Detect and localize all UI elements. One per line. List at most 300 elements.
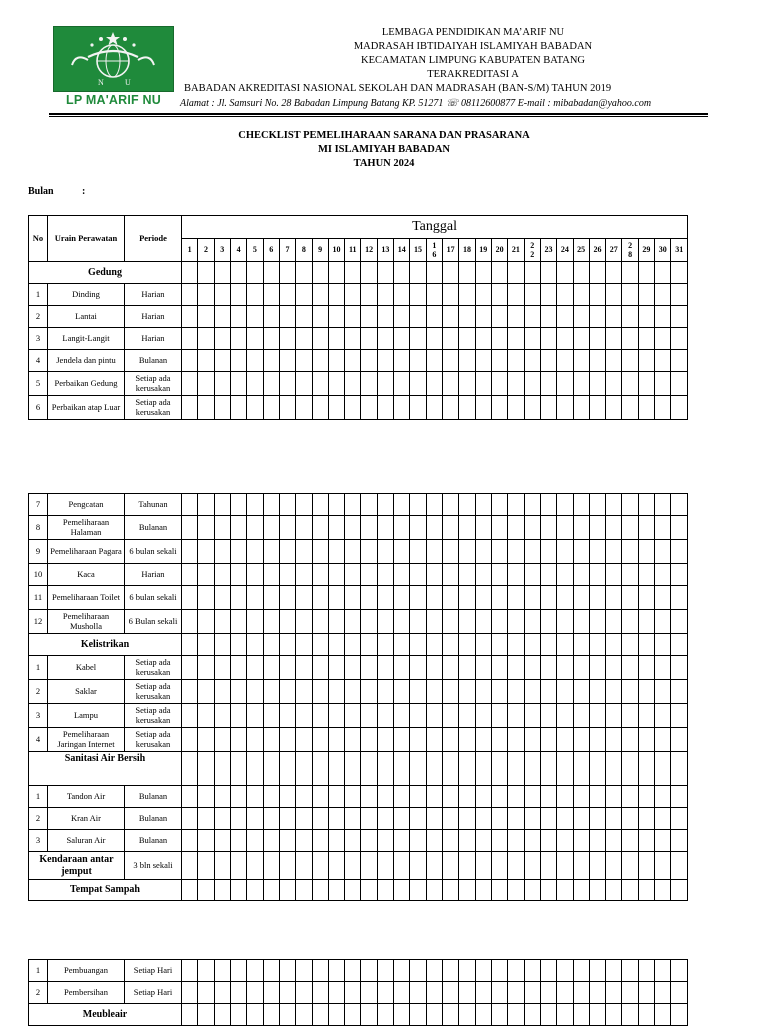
day-check-cell[interactable] (312, 494, 328, 516)
day-check-cell[interactable] (557, 752, 573, 786)
day-check-cell[interactable] (214, 350, 230, 372)
day-check-cell[interactable] (394, 728, 410, 752)
day-check-cell[interactable] (443, 680, 459, 704)
day-check-cell[interactable] (524, 350, 540, 372)
day-check-cell[interactable] (345, 396, 361, 420)
day-check-cell[interactable] (214, 880, 230, 901)
day-check-cell[interactable] (671, 728, 687, 752)
day-check-cell[interactable] (247, 960, 263, 982)
day-check-cell[interactable] (622, 752, 638, 786)
day-check-cell[interactable] (296, 728, 312, 752)
day-check-cell[interactable] (410, 1004, 426, 1026)
day-check-cell[interactable] (263, 852, 279, 880)
day-check-cell[interactable] (279, 494, 295, 516)
day-check-cell[interactable] (394, 960, 410, 982)
day-check-cell[interactable] (263, 494, 279, 516)
day-check-cell[interactable] (589, 880, 605, 901)
day-check-cell[interactable] (589, 680, 605, 704)
day-check-cell[interactable] (230, 656, 246, 680)
day-check-cell[interactable] (606, 284, 622, 306)
day-check-cell[interactable] (557, 350, 573, 372)
day-check-cell[interactable] (312, 752, 328, 786)
day-check-cell[interactable] (622, 350, 638, 372)
day-check-cell[interactable] (345, 752, 361, 786)
day-check-cell[interactable] (328, 372, 344, 396)
day-check-cell[interactable] (459, 350, 475, 372)
day-check-cell[interactable] (394, 880, 410, 901)
day-check-cell[interactable] (394, 656, 410, 680)
day-check-cell[interactable] (557, 328, 573, 350)
day-check-cell[interactable] (671, 284, 688, 306)
day-check-cell[interactable] (361, 680, 377, 704)
day-check-cell[interactable] (214, 704, 230, 728)
day-check-cell[interactable] (296, 610, 312, 634)
day-check-cell[interactable] (312, 262, 328, 284)
day-check-cell[interactable] (475, 786, 491, 808)
day-check-cell[interactable] (279, 564, 295, 586)
day-check-cell[interactable] (182, 830, 198, 852)
day-check-cell[interactable] (508, 610, 524, 634)
day-check-cell[interactable] (279, 680, 295, 704)
day-check-cell[interactable] (557, 1004, 573, 1026)
day-check-cell[interactable] (655, 830, 671, 852)
day-check-cell[interactable] (377, 610, 393, 634)
day-check-cell[interactable] (589, 960, 605, 982)
day-check-cell[interactable] (671, 350, 688, 372)
day-check-cell[interactable] (345, 306, 361, 328)
day-check-cell[interactable] (491, 982, 507, 1004)
day-check-cell[interactable] (361, 350, 377, 372)
day-check-cell[interactable] (345, 564, 361, 586)
day-check-cell[interactable] (622, 564, 638, 586)
day-check-cell[interactable] (557, 728, 573, 752)
day-check-cell[interactable] (394, 808, 410, 830)
day-check-cell[interactable] (312, 830, 328, 852)
day-check-cell[interactable] (410, 494, 426, 516)
day-check-cell[interactable] (426, 880, 442, 901)
day-check-cell[interactable] (508, 704, 524, 728)
day-check-cell[interactable] (410, 752, 426, 786)
day-check-cell[interactable] (540, 306, 556, 328)
day-check-cell[interactable] (589, 830, 605, 852)
day-check-cell[interactable] (540, 1004, 556, 1026)
day-check-cell[interactable] (622, 284, 638, 306)
day-check-cell[interactable] (410, 306, 426, 328)
day-check-cell[interactable] (589, 656, 605, 680)
day-check-cell[interactable] (638, 852, 654, 880)
day-check-cell[interactable] (622, 372, 638, 396)
day-check-cell[interactable] (540, 786, 556, 808)
day-check-cell[interactable] (557, 634, 573, 656)
day-check-cell[interactable] (508, 540, 524, 564)
day-check-cell[interactable] (475, 752, 491, 786)
day-check-cell[interactable] (279, 516, 295, 540)
day-check-cell[interactable] (345, 1004, 361, 1026)
day-check-cell[interactable] (622, 852, 638, 880)
day-check-cell[interactable] (655, 516, 671, 540)
day-check-cell[interactable] (214, 262, 230, 284)
day-check-cell[interactable] (214, 752, 230, 786)
day-check-cell[interactable] (459, 808, 475, 830)
day-check-cell[interactable] (345, 586, 361, 610)
day-check-cell[interactable] (214, 540, 230, 564)
day-check-cell[interactable] (655, 494, 671, 516)
day-check-cell[interactable] (638, 656, 654, 680)
day-check-cell[interactable] (263, 880, 279, 901)
day-check-cell[interactable] (491, 540, 507, 564)
day-check-cell[interactable] (312, 680, 328, 704)
day-check-cell[interactable] (589, 752, 605, 786)
day-check-cell[interactable] (296, 284, 312, 306)
day-check-cell[interactable] (182, 372, 198, 396)
day-check-cell[interactable] (622, 728, 638, 752)
day-check-cell[interactable] (491, 372, 507, 396)
day-check-cell[interactable] (296, 808, 312, 830)
day-check-cell[interactable] (394, 982, 410, 1004)
day-check-cell[interactable] (589, 704, 605, 728)
day-check-cell[interactable] (443, 656, 459, 680)
day-check-cell[interactable] (410, 656, 426, 680)
day-check-cell[interactable] (230, 516, 246, 540)
day-check-cell[interactable] (410, 564, 426, 586)
day-check-cell[interactable] (394, 830, 410, 852)
day-check-cell[interactable] (182, 880, 198, 901)
day-check-cell[interactable] (557, 808, 573, 830)
day-check-cell[interactable] (214, 564, 230, 586)
day-check-cell[interactable] (573, 494, 589, 516)
day-check-cell[interactable] (589, 786, 605, 808)
day-check-cell[interactable] (475, 284, 491, 306)
day-check-cell[interactable] (671, 808, 687, 830)
day-check-cell[interactable] (491, 396, 507, 420)
day-check-cell[interactable] (345, 634, 361, 656)
day-check-cell[interactable] (426, 564, 442, 586)
day-check-cell[interactable] (426, 328, 442, 350)
day-check-cell[interactable] (638, 1004, 654, 1026)
day-check-cell[interactable] (214, 656, 230, 680)
day-check-cell[interactable] (410, 982, 426, 1004)
day-check-cell[interactable] (508, 516, 524, 540)
day-check-cell[interactable] (491, 634, 507, 656)
day-check-cell[interactable] (606, 1004, 622, 1026)
day-check-cell[interactable] (443, 982, 459, 1004)
day-check-cell[interactable] (426, 808, 442, 830)
day-check-cell[interactable] (410, 328, 426, 350)
day-check-cell[interactable] (573, 610, 589, 634)
day-check-cell[interactable] (394, 704, 410, 728)
day-check-cell[interactable] (361, 564, 377, 586)
day-check-cell[interactable] (214, 328, 230, 350)
day-check-cell[interactable] (557, 656, 573, 680)
day-check-cell[interactable] (377, 350, 393, 372)
day-check-cell[interactable] (230, 808, 246, 830)
day-check-cell[interactable] (671, 752, 687, 786)
day-check-cell[interactable] (377, 564, 393, 586)
day-check-cell[interactable] (475, 516, 491, 540)
day-check-cell[interactable] (263, 634, 279, 656)
day-check-cell[interactable] (247, 830, 263, 852)
day-check-cell[interactable] (459, 634, 475, 656)
day-check-cell[interactable] (377, 808, 393, 830)
day-check-cell[interactable] (296, 306, 312, 328)
day-check-cell[interactable] (622, 704, 638, 728)
day-check-cell[interactable] (622, 540, 638, 564)
day-check-cell[interactable] (345, 852, 361, 880)
day-check-cell[interactable] (361, 1004, 377, 1026)
day-check-cell[interactable] (573, 880, 589, 901)
day-check-cell[interactable] (606, 830, 622, 852)
day-check-cell[interactable] (312, 704, 328, 728)
day-check-cell[interactable] (475, 586, 491, 610)
day-check-cell[interactable] (345, 494, 361, 516)
day-check-cell[interactable] (622, 494, 638, 516)
day-check-cell[interactable] (263, 262, 279, 284)
day-check-cell[interactable] (491, 494, 507, 516)
day-check-cell[interactable] (214, 372, 230, 396)
day-check-cell[interactable] (443, 634, 459, 656)
day-check-cell[interactable] (491, 516, 507, 540)
day-check-cell[interactable] (606, 704, 622, 728)
day-check-cell[interactable] (475, 610, 491, 634)
day-check-cell[interactable] (377, 540, 393, 564)
day-check-cell[interactable] (426, 1004, 442, 1026)
day-check-cell[interactable] (606, 634, 622, 656)
day-check-cell[interactable] (198, 656, 214, 680)
day-check-cell[interactable] (279, 634, 295, 656)
day-check-cell[interactable] (443, 306, 459, 328)
day-check-cell[interactable] (606, 372, 622, 396)
day-check-cell[interactable] (394, 786, 410, 808)
day-check-cell[interactable] (540, 396, 556, 420)
day-check-cell[interactable] (263, 680, 279, 704)
day-check-cell[interactable] (312, 960, 328, 982)
day-check-cell[interactable] (491, 284, 507, 306)
day-check-cell[interactable] (557, 516, 573, 540)
day-check-cell[interactable] (573, 704, 589, 728)
day-check-cell[interactable] (508, 752, 524, 786)
day-check-cell[interactable] (377, 516, 393, 540)
day-check-cell[interactable] (410, 516, 426, 540)
day-check-cell[interactable] (279, 880, 295, 901)
day-check-cell[interactable] (459, 540, 475, 564)
day-check-cell[interactable] (296, 634, 312, 656)
day-check-cell[interactable] (655, 610, 671, 634)
day-check-cell[interactable] (230, 350, 246, 372)
day-check-cell[interactable] (345, 704, 361, 728)
day-check-cell[interactable] (394, 752, 410, 786)
day-check-cell[interactable] (345, 350, 361, 372)
day-check-cell[interactable] (361, 786, 377, 808)
day-check-cell[interactable] (312, 656, 328, 680)
day-check-cell[interactable] (606, 516, 622, 540)
day-check-cell[interactable] (198, 960, 214, 982)
day-check-cell[interactable] (655, 680, 671, 704)
day-check-cell[interactable] (182, 564, 198, 586)
day-check-cell[interactable] (491, 586, 507, 610)
day-check-cell[interactable] (540, 516, 556, 540)
day-check-cell[interactable] (247, 808, 263, 830)
day-check-cell[interactable] (198, 540, 214, 564)
day-check-cell[interactable] (247, 680, 263, 704)
day-check-cell[interactable] (328, 982, 344, 1004)
day-check-cell[interactable] (328, 610, 344, 634)
day-check-cell[interactable] (377, 960, 393, 982)
day-check-cell[interactable] (606, 656, 622, 680)
day-check-cell[interactable] (475, 396, 491, 420)
day-check-cell[interactable] (279, 982, 295, 1004)
day-check-cell[interactable] (638, 396, 654, 420)
day-check-cell[interactable] (361, 306, 377, 328)
day-check-cell[interactable] (361, 960, 377, 982)
day-check-cell[interactable] (328, 852, 344, 880)
day-check-cell[interactable] (214, 982, 230, 1004)
day-check-cell[interactable] (606, 982, 622, 1004)
day-check-cell[interactable] (410, 372, 426, 396)
day-check-cell[interactable] (573, 728, 589, 752)
day-check-cell[interactable] (214, 808, 230, 830)
day-check-cell[interactable] (312, 350, 328, 372)
day-check-cell[interactable] (230, 680, 246, 704)
day-check-cell[interactable] (263, 610, 279, 634)
day-check-cell[interactable] (524, 396, 540, 420)
day-check-cell[interactable] (361, 284, 377, 306)
day-check-cell[interactable] (198, 564, 214, 586)
day-check-cell[interactable] (182, 656, 198, 680)
day-check-cell[interactable] (410, 960, 426, 982)
day-check-cell[interactable] (491, 808, 507, 830)
day-check-cell[interactable] (540, 634, 556, 656)
day-check-cell[interactable] (214, 830, 230, 852)
day-check-cell[interactable] (557, 540, 573, 564)
day-check-cell[interactable] (345, 328, 361, 350)
day-check-cell[interactable] (459, 786, 475, 808)
day-check-cell[interactable] (508, 328, 524, 350)
day-check-cell[interactable] (540, 728, 556, 752)
day-check-cell[interactable] (475, 704, 491, 728)
day-check-cell[interactable] (198, 516, 214, 540)
day-check-cell[interactable] (508, 306, 524, 328)
day-check-cell[interactable] (263, 728, 279, 752)
day-check-cell[interactable] (328, 516, 344, 540)
day-check-cell[interactable] (247, 540, 263, 564)
day-check-cell[interactable] (671, 704, 687, 728)
day-check-cell[interactable] (296, 704, 312, 728)
day-check-cell[interactable] (345, 880, 361, 901)
day-check-cell[interactable] (394, 540, 410, 564)
day-check-cell[interactable] (247, 306, 263, 328)
day-check-cell[interactable] (279, 808, 295, 830)
day-check-cell[interactable] (475, 372, 491, 396)
day-check-cell[interactable] (198, 610, 214, 634)
day-check-cell[interactable] (459, 328, 475, 350)
day-check-cell[interactable] (491, 306, 507, 328)
day-check-cell[interactable] (214, 852, 230, 880)
day-check-cell[interactable] (214, 396, 230, 420)
day-check-cell[interactable] (638, 586, 654, 610)
day-check-cell[interactable] (638, 540, 654, 564)
day-check-cell[interactable] (198, 704, 214, 728)
day-check-cell[interactable] (622, 656, 638, 680)
day-check-cell[interactable] (671, 372, 688, 396)
day-check-cell[interactable] (263, 372, 279, 396)
day-check-cell[interactable] (328, 306, 344, 328)
day-check-cell[interactable] (638, 982, 654, 1004)
day-check-cell[interactable] (655, 540, 671, 564)
day-check-cell[interactable] (263, 960, 279, 982)
day-check-cell[interactable] (655, 634, 671, 656)
day-check-cell[interactable] (459, 728, 475, 752)
day-check-cell[interactable] (394, 1004, 410, 1026)
day-check-cell[interactable] (524, 704, 540, 728)
day-check-cell[interactable] (247, 396, 263, 420)
day-check-cell[interactable] (606, 960, 622, 982)
day-check-cell[interactable] (491, 1004, 507, 1026)
day-check-cell[interactable] (557, 494, 573, 516)
day-check-cell[interactable] (230, 880, 246, 901)
day-check-cell[interactable] (491, 830, 507, 852)
day-check-cell[interactable] (263, 284, 279, 306)
day-check-cell[interactable] (622, 586, 638, 610)
day-check-cell[interactable] (524, 284, 540, 306)
day-check-cell[interactable] (214, 586, 230, 610)
day-check-cell[interactable] (361, 880, 377, 901)
day-check-cell[interactable] (410, 586, 426, 610)
day-check-cell[interactable] (377, 752, 393, 786)
day-check-cell[interactable] (247, 656, 263, 680)
day-check-cell[interactable] (296, 786, 312, 808)
day-check-cell[interactable] (345, 960, 361, 982)
day-check-cell[interactable] (524, 494, 540, 516)
day-check-cell[interactable] (508, 396, 524, 420)
day-check-cell[interactable] (214, 786, 230, 808)
day-check-cell[interactable] (230, 852, 246, 880)
day-check-cell[interactable] (279, 350, 295, 372)
day-check-cell[interactable] (296, 830, 312, 852)
day-check-cell[interactable] (573, 328, 589, 350)
day-check-cell[interactable] (655, 808, 671, 830)
day-check-cell[interactable] (182, 786, 198, 808)
day-check-cell[interactable] (540, 982, 556, 1004)
day-check-cell[interactable] (671, 540, 687, 564)
day-check-cell[interactable] (426, 752, 442, 786)
day-check-cell[interactable] (312, 284, 328, 306)
day-check-cell[interactable] (524, 540, 540, 564)
day-check-cell[interactable] (214, 306, 230, 328)
day-check-cell[interactable] (638, 728, 654, 752)
day-check-cell[interactable] (328, 540, 344, 564)
day-check-cell[interactable] (377, 830, 393, 852)
day-check-cell[interactable] (622, 396, 638, 420)
day-check-cell[interactable] (671, 830, 687, 852)
day-check-cell[interactable] (540, 564, 556, 586)
day-check-cell[interactable] (345, 516, 361, 540)
day-check-cell[interactable] (638, 262, 654, 284)
day-check-cell[interactable] (606, 540, 622, 564)
day-check-cell[interactable] (491, 852, 507, 880)
day-check-cell[interactable] (491, 880, 507, 901)
day-check-cell[interactable] (247, 852, 263, 880)
day-check-cell[interactable] (198, 852, 214, 880)
day-check-cell[interactable] (361, 610, 377, 634)
day-check-cell[interactable] (459, 880, 475, 901)
day-check-cell[interactable] (557, 680, 573, 704)
day-check-cell[interactable] (475, 1004, 491, 1026)
day-check-cell[interactable] (524, 262, 540, 284)
day-check-cell[interactable] (443, 752, 459, 786)
day-check-cell[interactable] (540, 830, 556, 852)
day-check-cell[interactable] (540, 540, 556, 564)
day-check-cell[interactable] (573, 1004, 589, 1026)
